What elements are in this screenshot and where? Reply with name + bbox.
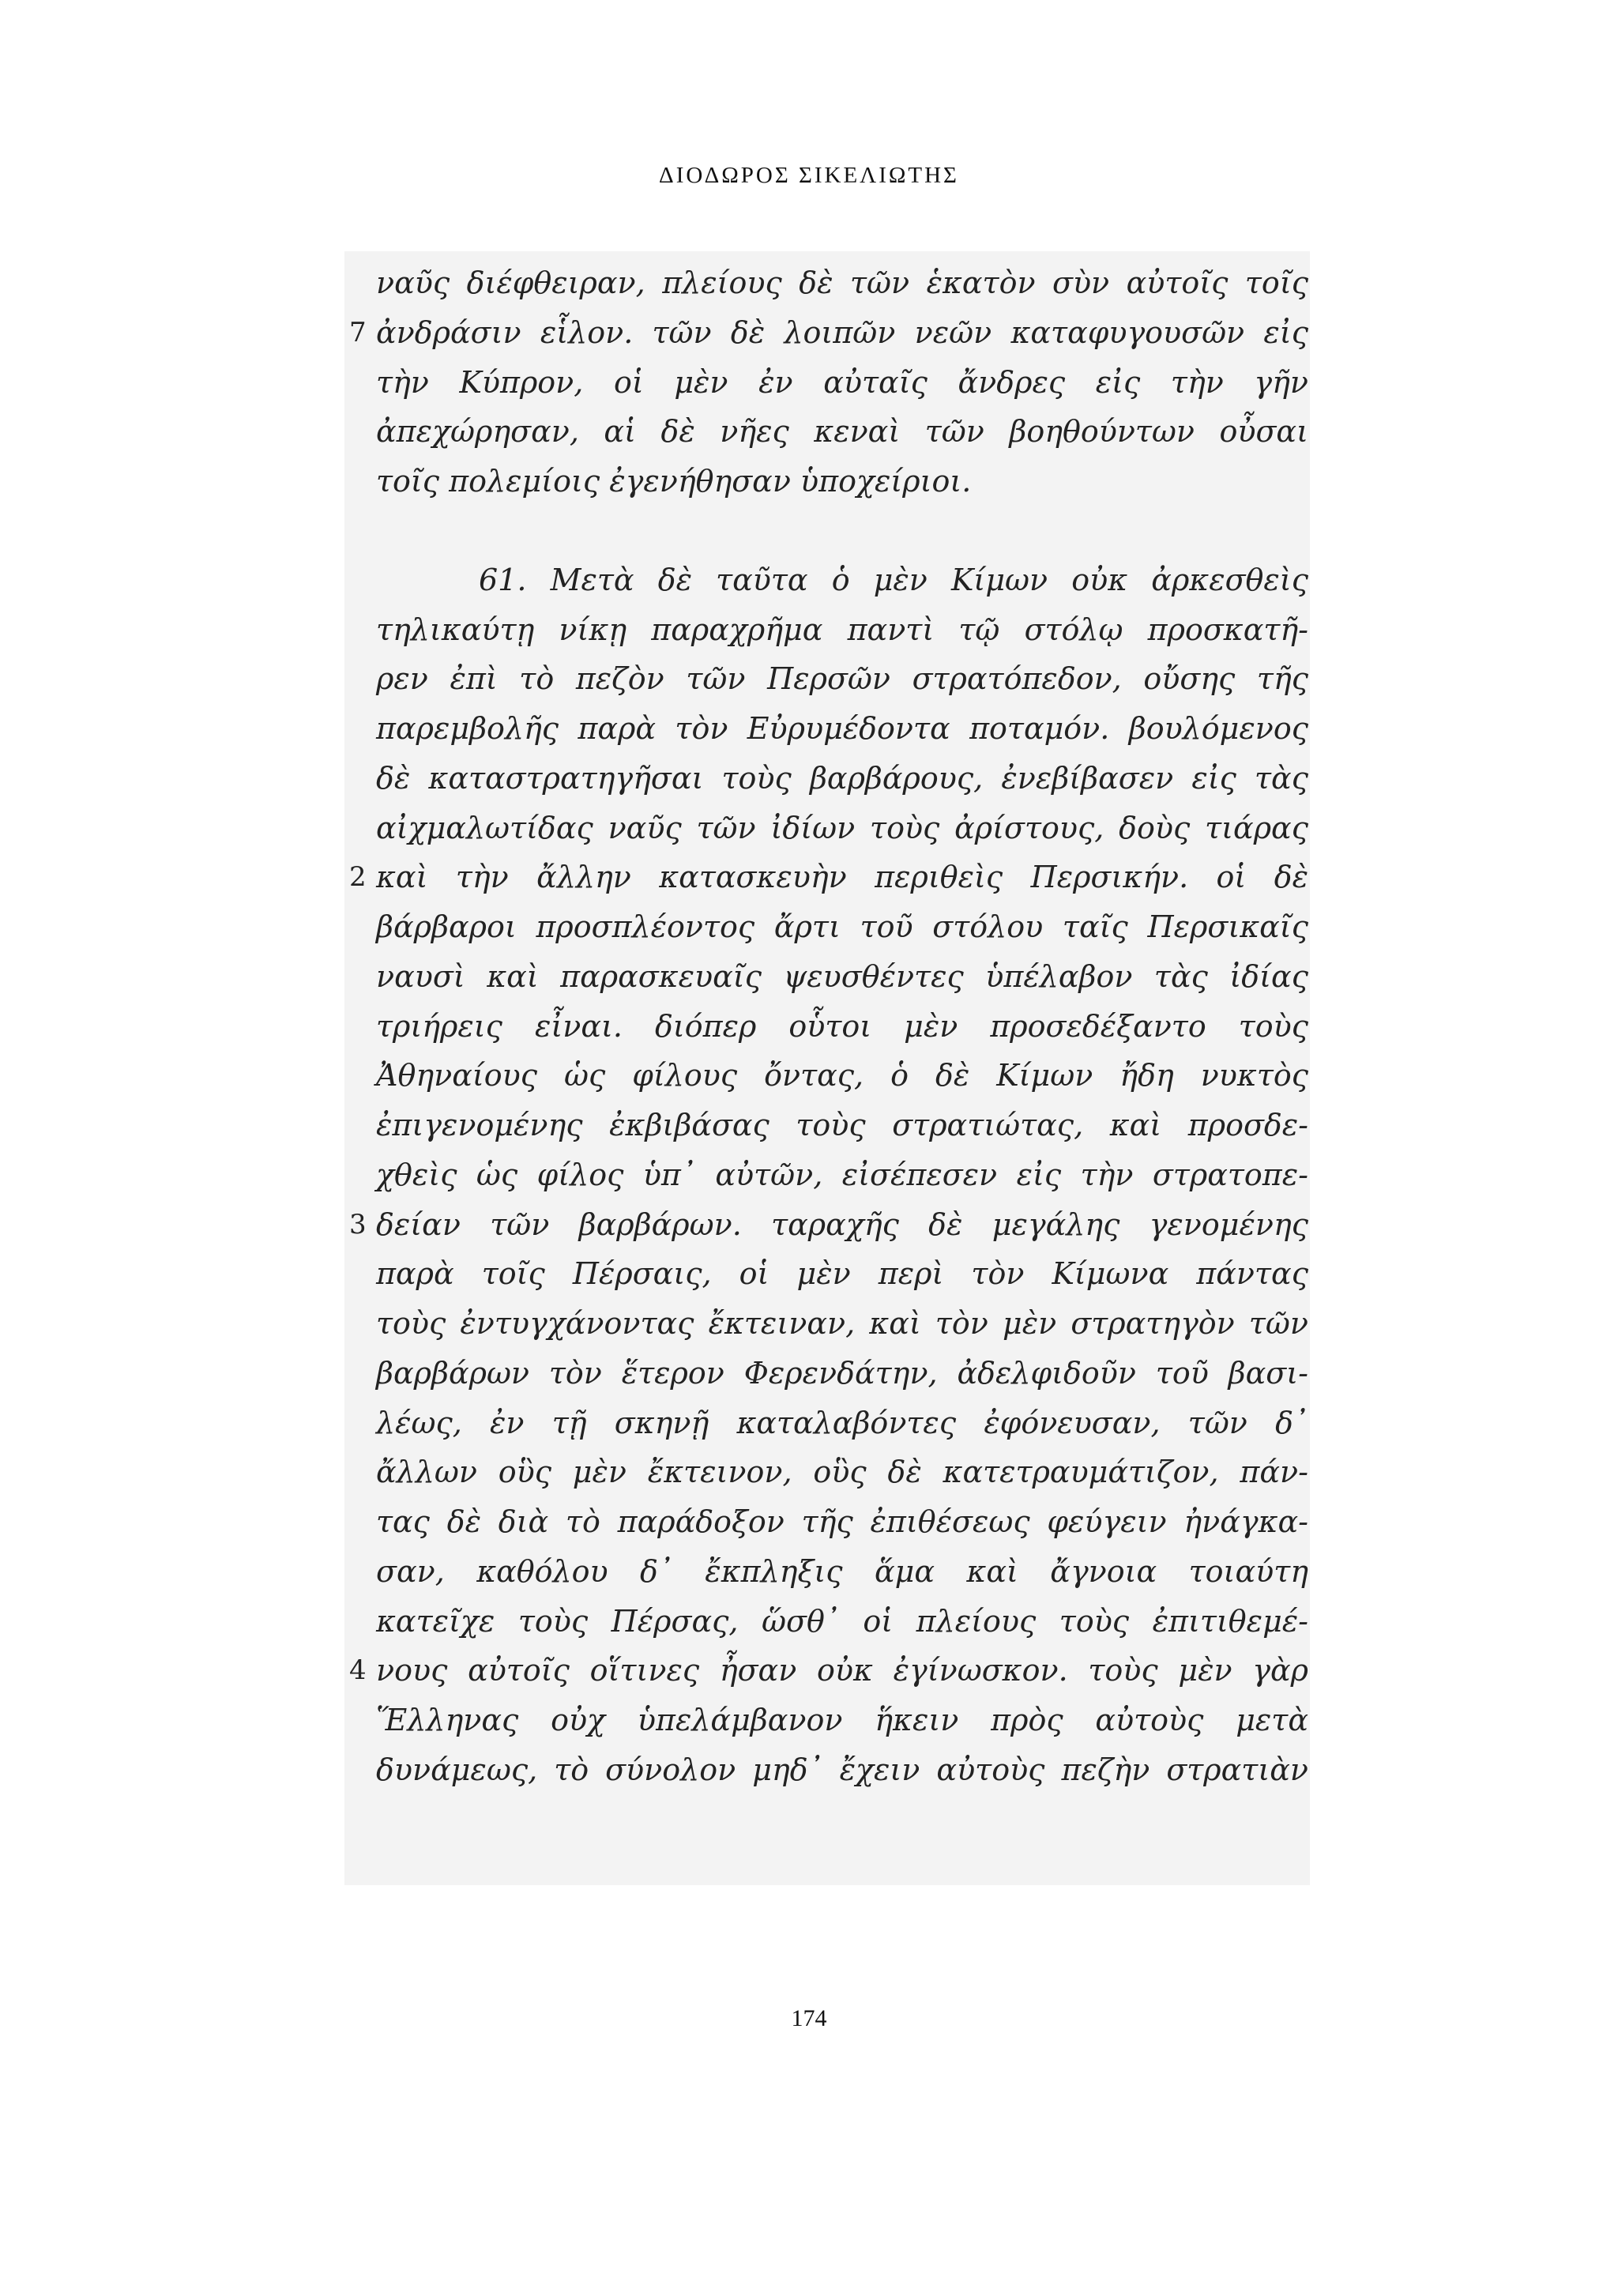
text-line: τας δὲ διὰ τὸ παράδοξον τῆς ἐπιθέσεως φεύγειν ἠνάγκα- (376, 1504, 1308, 1539)
text-line: ναῦς διέφθειραν, πλείους δὲ τῶν ἑκατὸν σὺν αὐτοῖς τοῖς (376, 265, 1308, 300)
text-line: ἄλλων οὓς μὲν ἔκτεινον, οὓς δὲ κατετραυμάτιζον, πάν- (376, 1455, 1308, 1490)
chapter-start-line: 61. Μετὰ δὲ ταῦτα ὁ μὲν Κίμων οὐκ ἀρκεσθεὶς (479, 562, 1308, 597)
text-line: αἰχμαλωτίδας ναῦς τῶν ἰδίων τοὺς ἀρίστους, δοὺς τιάρας (376, 810, 1308, 845)
running-head: ΔΙΟΔΩΡΟΣ ΣΙΚΕΛΙΩΤΗΣ (659, 163, 959, 188)
text-line: ἀπεχώρησαν, αἱ δὲ νῆες κεναὶ τῶν βοηθούντων οὖσαι (376, 414, 1308, 450)
text-line (349, 1646, 1308, 1696)
section-marker: 3 (349, 1208, 367, 1240)
text-line: τοῖς πολεμίοις ἐγενήθησαν ὑποχείριοι. (376, 464, 972, 499)
text-line: ἐπιγενομένης ἐκβιβάσας τοὺς στρατιώτας, καὶ προσδε- (376, 1108, 1308, 1142)
text-line: ναυσὶ καὶ παρασκευαῖς ψευσθέντες ὑπέλαβον τὰς ἰδίας (376, 958, 1308, 994)
text-line: βάρβαροι προσπλέοντος ἄρτι τοῦ στόλου ταῖς Περσικαῖς (376, 909, 1308, 944)
text-line-content: νους αὐτοῖς οἵτινες ἦσαν οὐκ ἐγίνωσκον. τοὺς μὲν γὰρ (376, 1653, 1308, 1688)
text-line (349, 308, 1308, 358)
text-line: δὲ καταστρατηγῆσαι τοὺς βαρβάρους, ἐνεβίβασεν εἰς τὰς (376, 760, 1308, 796)
text-line (349, 853, 1308, 902)
text-line: τριήρεις εἶναι. διόπερ οὗτοι μὲν προσεδέξαντο τοὺς (376, 1008, 1308, 1044)
text-line: σαν, καθόλου δ᾽ ἔκπληξις ἅμα καὶ ἄγνοια τοιαύτη (376, 1553, 1308, 1589)
text-line: δυνάμεως, τὸ σύνολον μηδ᾽ ἔχειν αὐτοὺς πεζὴν στρατιὰν (376, 1752, 1308, 1787)
text-line: τοὺς ἐντυγχάνοντας ἔκτειναν, καὶ τὸν μὲν στρατηγὸν τῶν (376, 1306, 1308, 1341)
section-marker: 7 (349, 316, 367, 348)
text-line-content: δείαν τῶν βαρβάρων. ταραχῆς δὲ μεγάλης γενομένης (376, 1206, 1308, 1242)
text-line (349, 1200, 1308, 1250)
text-line: τὴν Κύπρον, οἱ μὲν ἐν αὐταῖς ἄνδρες εἰς τὴν γῆν (376, 364, 1308, 400)
text-line-content: καὶ τὴν ἄλλην κατασκευὴν περιθεὶς Περσικήν. οἱ δὲ (376, 860, 1308, 895)
text-line: χθεὶς ὡς φίλος ὑπ᾽ αὐτῶν, εἰσέπεσεν εἰς τὴν στρατοπε- (376, 1157, 1308, 1192)
text-line: τηλικαύτῃ νίκῃ παραχρῆμα παντὶ τῷ στόλῳ προσκατῆ- (376, 612, 1308, 647)
page-number: 174 (791, 2005, 827, 2031)
section-marker: 2 (349, 861, 367, 894)
text-line: Ἀθηναίους ὡς φίλους ὄντας, ὁ δὲ Κίμων ἤδη νυκτὸς (376, 1058, 1308, 1093)
text-line: βαρβάρων τὸν ἕτερον Φερενδάτην, ἀδελφιδοῦν τοῦ βασι- (376, 1355, 1308, 1391)
text-line: ρεν ἐπὶ τὸ πεζὸν τῶν Περσῶν στρατόπεδον, οὔσης τῆς (376, 661, 1308, 697)
text-line-content: ἀνδράσιν εἷλον. τῶν δὲ λοιπῶν νεῶν καταφυγουσῶν εἰς (376, 314, 1308, 350)
body-text (349, 258, 1308, 1795)
text-line: λέως, ἐν τῇ σκηνῇ καταλαβόντες ἐφόνευσαν, τῶν δ᾽ (376, 1405, 1308, 1440)
text-line: παρὰ τοῖς Πέρσαις, οἱ μὲν περὶ τὸν Κίμωνα πάντας (376, 1256, 1308, 1292)
text-line: παρεμβολῆς παρὰ τὸν Εὐρυμέδοντα ποταμόν. βουλόμενος (376, 711, 1308, 746)
text-line: κατεῖχε τοὺς Πέρσας, ὥσθ᾽ οἱ πλείους τοὺς ἐπιτιθεμέ- (376, 1603, 1308, 1639)
text-line: Ἕλληνας οὐχ ὑπελάμβανον ἥκειν πρὸς αὐτοὺς μετὰ (376, 1703, 1308, 1737)
section-marker: 4 (349, 1654, 367, 1687)
